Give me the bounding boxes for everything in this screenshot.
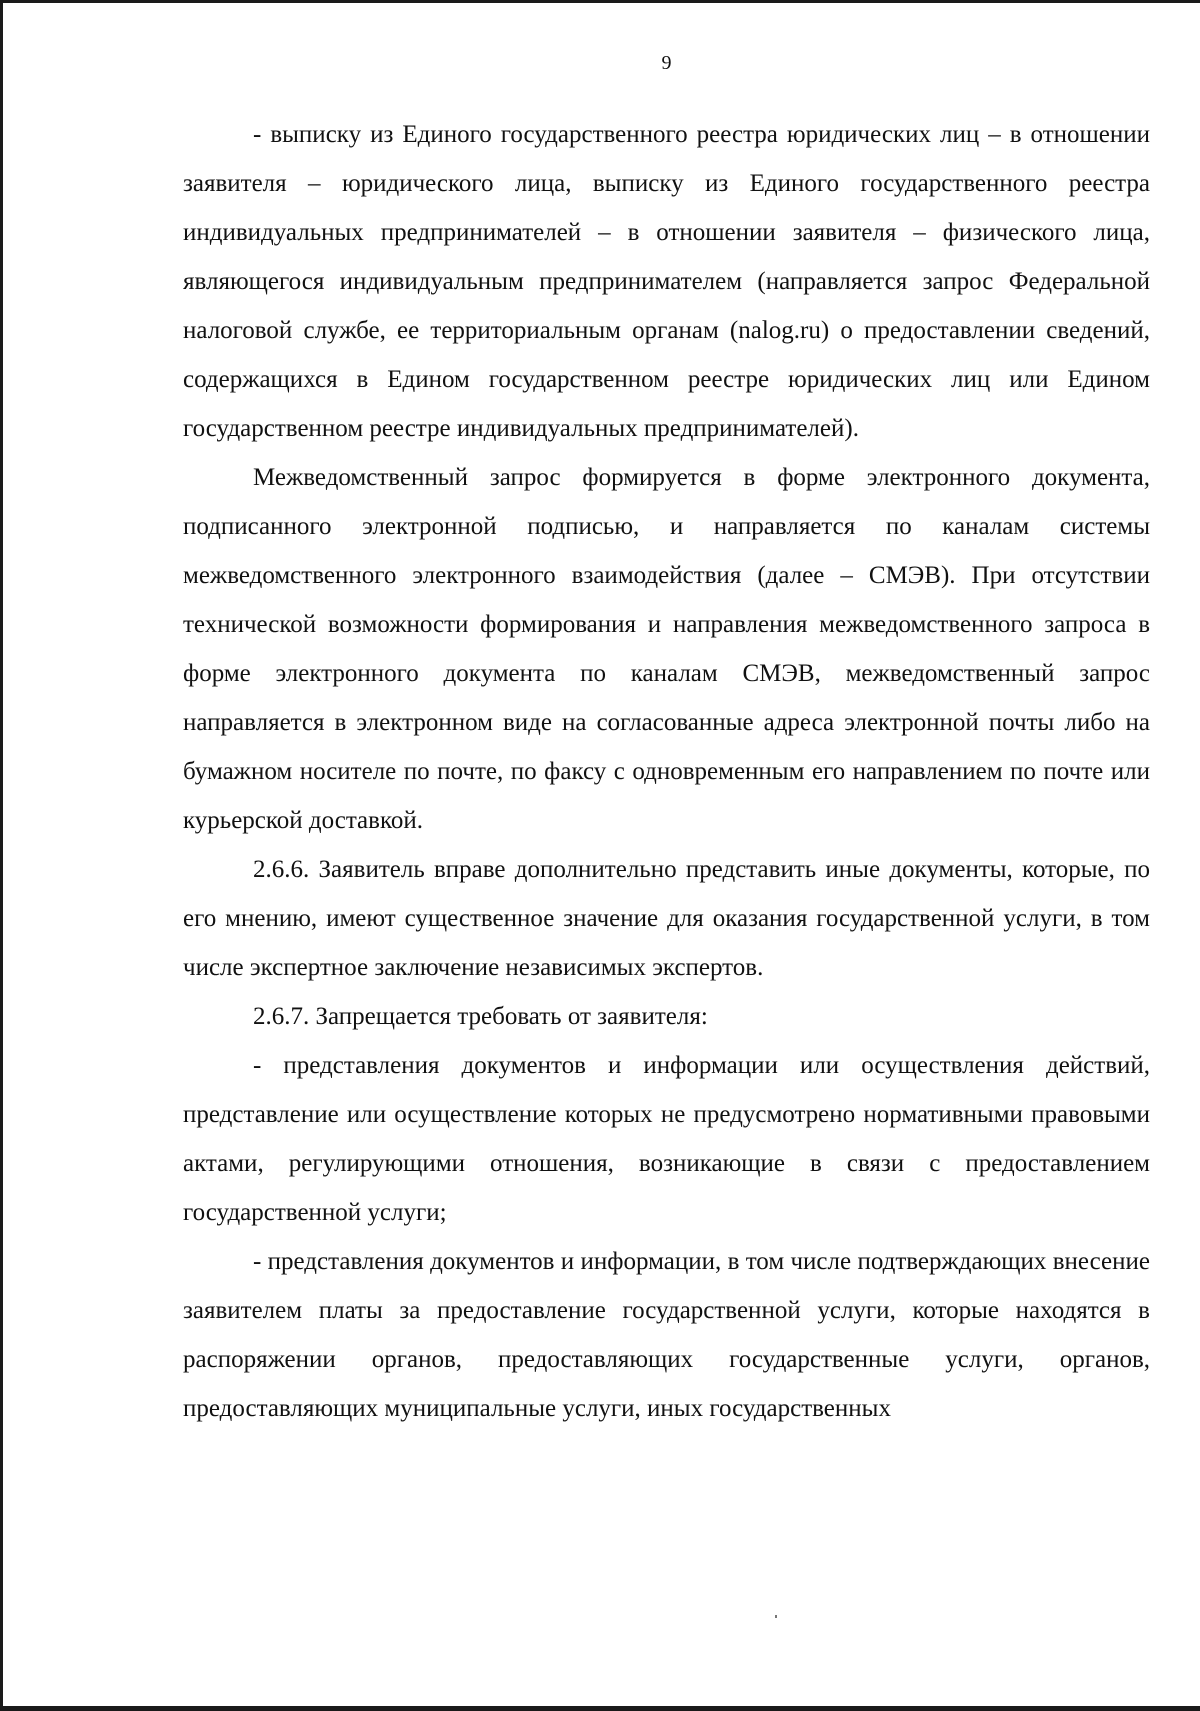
- paragraph-interagency-request: Межведомственный запрос формируется в форме электронного документа, подписанного электронной подписью, и направляется по каналам системы межведомственного электронного взаимодействия (далее – СМЭВ). При отсутствии технической возможности формирования и направления межведомственного запроса в форме электронного документа по каналам СМЭВ, межведомственный запрос направляется в электронном виде на согласованные адреса электронной почты либо на бумажном носителе по почте, по факсу с одновременным его направлением по почте или курьерской доставкой.: [183, 464, 1150, 834]
- page-number: 9: [661, 52, 672, 74]
- paragraph-egrul-extract: - выписку из Единого государственного реестра юридических лиц – в отношении заявителя – юридического лица, выписку из Единого государственного реестра индивидуальных предпринимателей – в отношении заявителя – физического лица, являющегося индивидуальным предпринимателем (направляется запрос Федеральной налоговой службе, ее территориальным органам (nalog.ru) о предоставлении сведений, содержащихся в Едином государственном реестре юридических лиц или Едином государственном реестре индивидуальных предпринимателей).: [183, 121, 1150, 442]
- document-body: [183, 110, 1150, 1433]
- scan-border-bottom: [0, 1706, 1200, 1711]
- paragraph-2-6-7: 2.6.7. Запрещается требовать от заявителя:: [253, 1003, 708, 1030]
- paragraph-prohibition-documents: - представления документов и информации, в том числе подтверждающих внесение заявителем платы за предоставление государственной услуги, которые находятся в распоряжении органов, предоставляющих государственные услуги, органов, предоставляющих муниципальные услуги, иных государственных: [183, 1248, 1150, 1422]
- scan-border-top: [0, 0, 1200, 3]
- scan-speck: [775, 1615, 777, 1618]
- paragraph-prohibition-actions: - представления документов и информации или осуществления действий, представление или осуществление которых не предусмотрено нормативными правовыми актами, регулирующими отношения, возникающие в связи с предоставлением государственной услуги;: [183, 1052, 1150, 1226]
- paragraph-2-6-6: 2.6.6. Заявитель вправе дополнительно представить иные документы, которые, по его мнению, имеют существенное значение для оказания государственной услуги, в том числе экспертное заключение независимых экспертов.: [183, 856, 1150, 981]
- scan-border-left: [0, 0, 3, 1711]
